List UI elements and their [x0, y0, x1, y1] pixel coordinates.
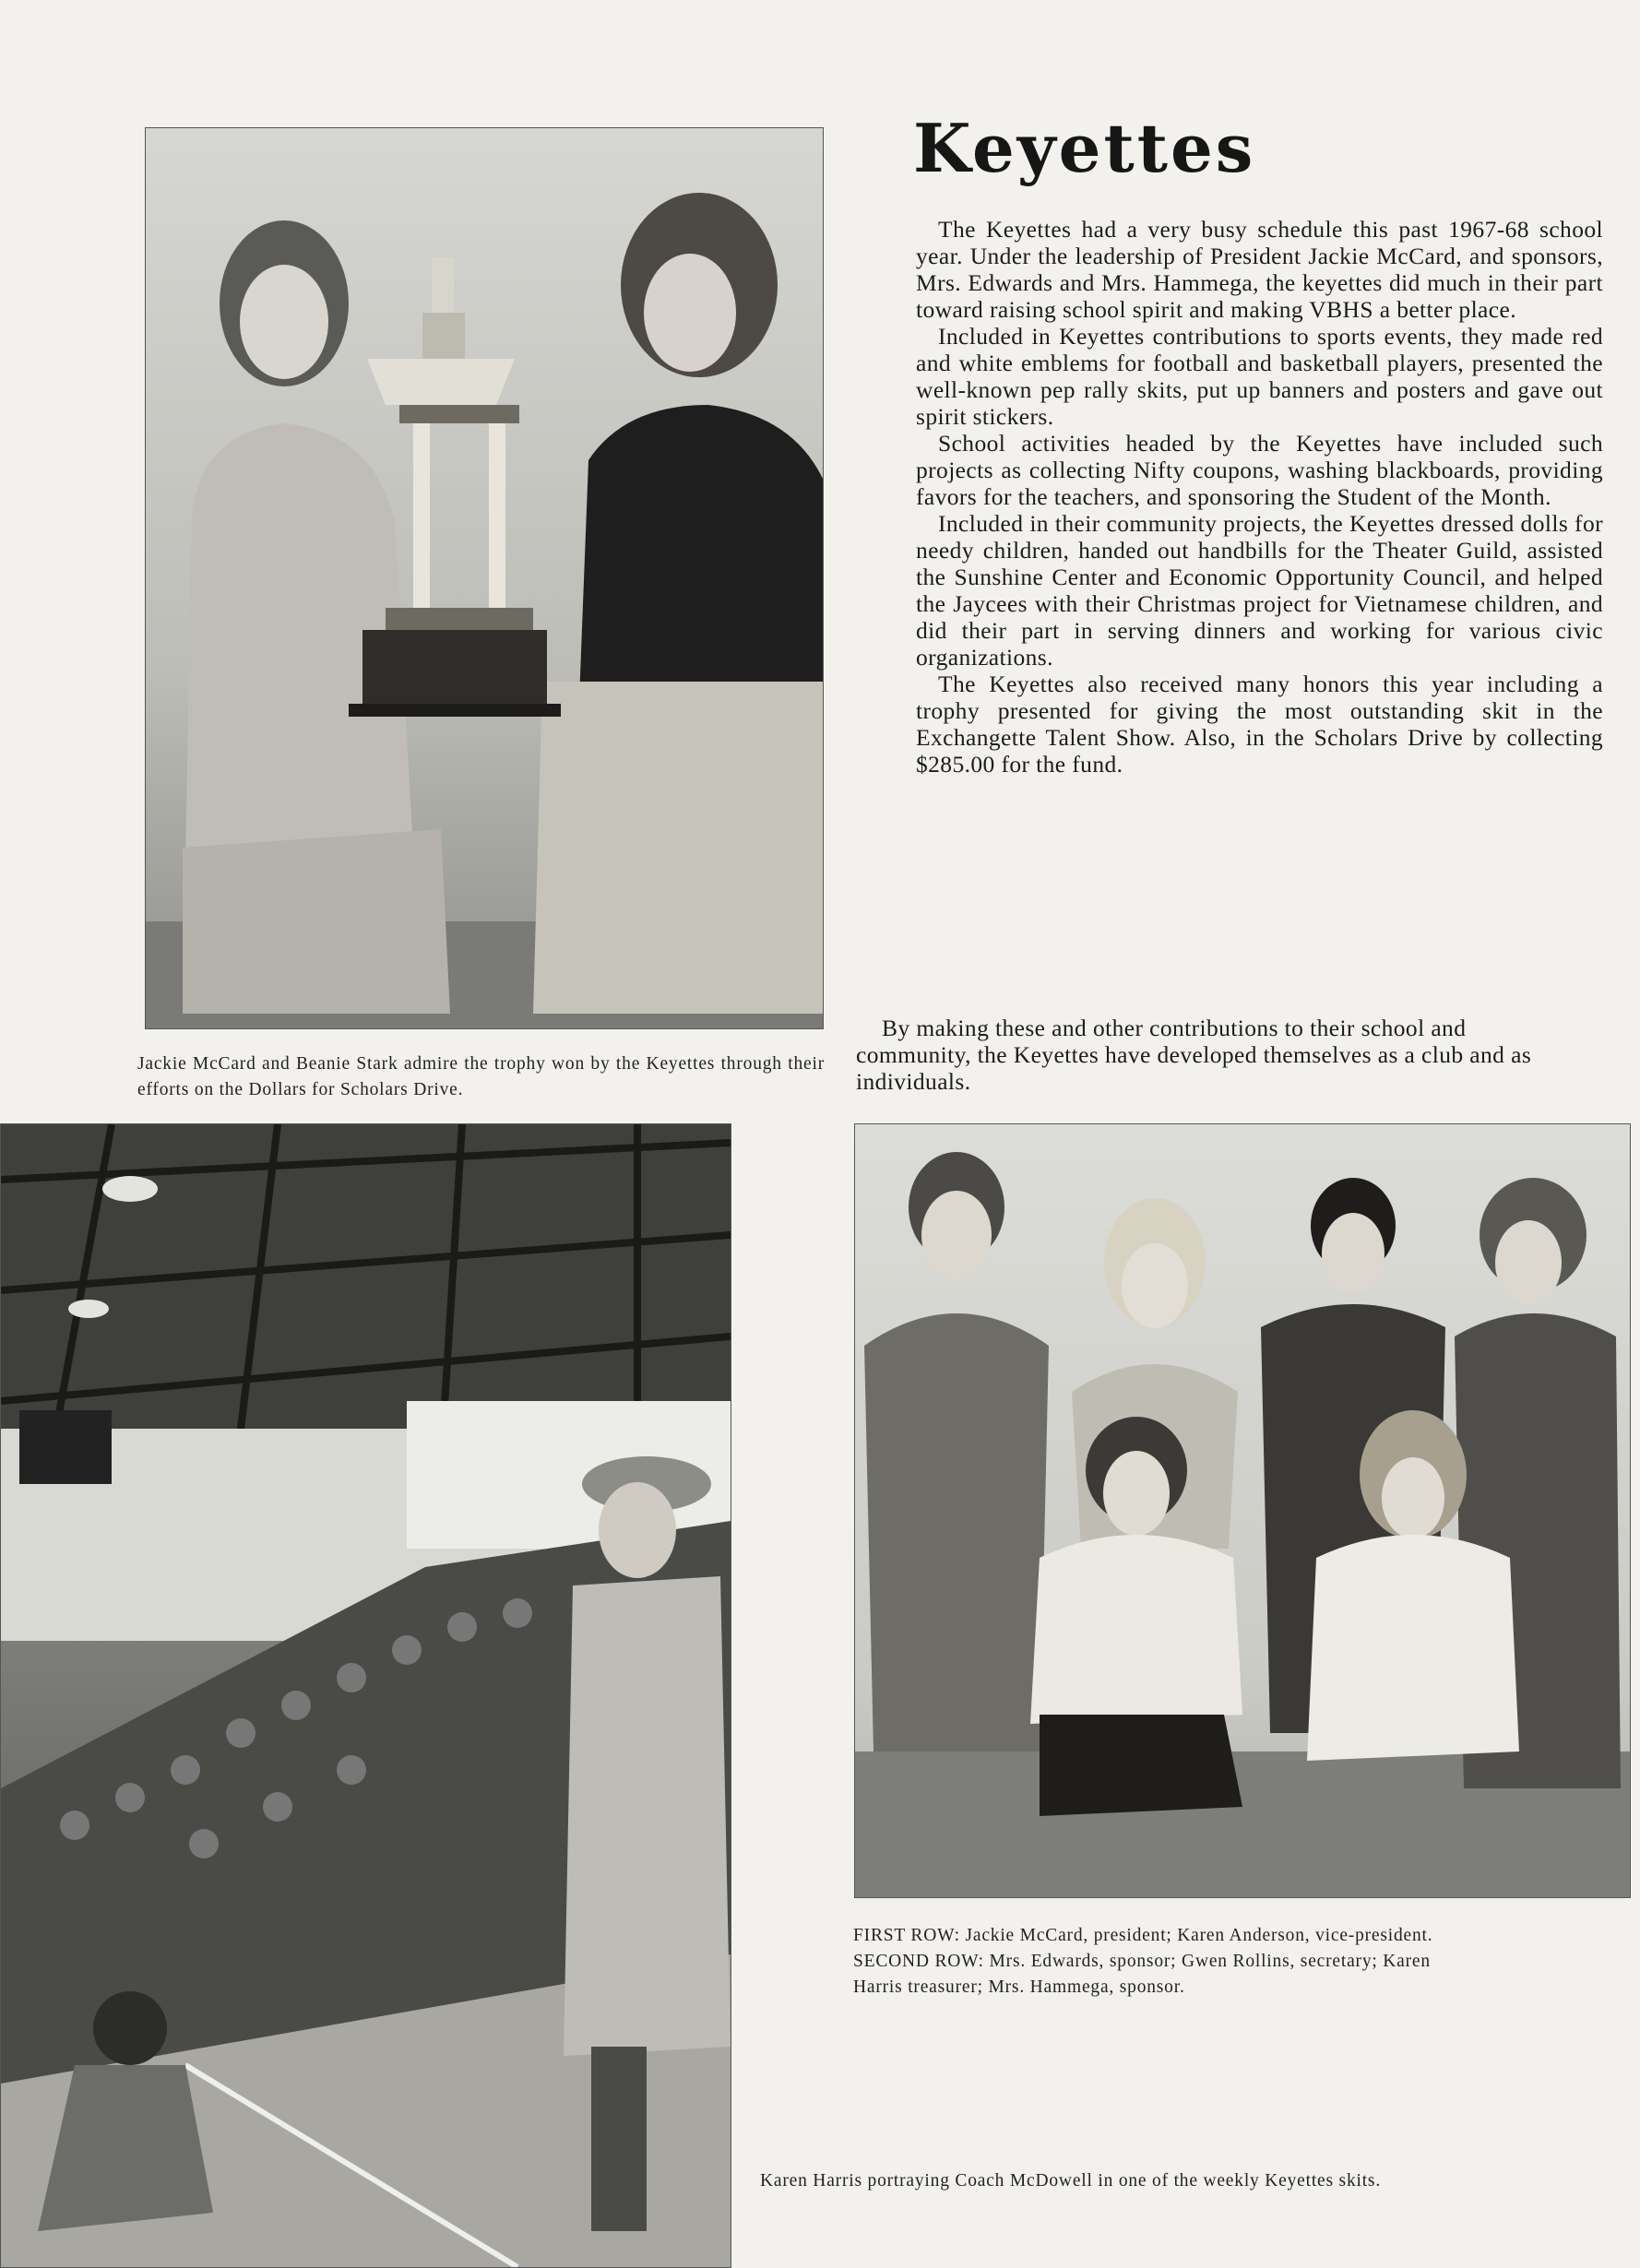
article-closing — [856, 1015, 1557, 1095]
article-paragraph: School activities headed by the Keyettes have included such projects as collecting Nifty coupons, washing blackboards, providing favors for the teachers, and sponsoring the Student of the Month. — [916, 430, 1603, 510]
group-caption-line: FIRST ROW: Jackie McCard, president; Karen Anderson, vice-president. — [853, 1926, 1433, 1945]
article-body — [916, 216, 1603, 778]
gym-caption: Karen Harris portraying Coach McDowell in one of the weekly Keyettes skits. — [760, 2171, 1381, 2191]
group-photo — [854, 1123, 1631, 1898]
page-title: Keyettes — [913, 109, 1256, 187]
gym-photo — [0, 1123, 731, 2268]
trophy-caption: Jackie McCard and Beanie Stark admire the trophy won by the Keyettes through their efforts on the Dollars for Scholars Drive. — [137, 1054, 825, 1099]
article-paragraph: The Keyettes also received many honors this year including a trophy presented for giving the most outstanding skit in the Exchangette Talent Show. Also, in the Scholars Drive by collecting $285.00 for the fund. — [916, 671, 1603, 778]
group-caption-line: Harris treasurer; Mrs. Hammega, sponsor. — [853, 1977, 1185, 1997]
group-caption — [853, 1923, 1637, 2001]
trophy-photo — [145, 127, 824, 1029]
group-caption-line: SECOND ROW: Mrs. Edwards, sponsor; Gwen Rollins, secretary; Karen — [853, 1952, 1431, 1971]
article-paragraph: The Keyettes had a very busy schedule this past 1967-68 school year. Under the leadership of President Jackie McCard, and sponsors, Mrs. Edwards and Mrs. Hammega, the keyettes did much in their part toward raising school spirit and making VBHS a better place. — [916, 216, 1603, 323]
closing-paragraph: By making these and other contributions to their school and community, the Keyettes have developed themselves as a club and as individuals. — [856, 1015, 1532, 1095]
article-paragraph: Included in Keyettes contributions to sports events, they made red and white emblems for football and basketball players, presented the well-known pep rally skits, put up banners and posters and gave out spirit stickers. — [916, 323, 1603, 430]
article-paragraph: Included in their community projects, the Keyettes dressed dolls for needy children, handed out handbills for the Theater Guild, assisted the Sunshine Center and Economic Opportunity Council, and helped the Jaycees with their Christmas project for Vietnamese children, and did their part in serving dinners and working for various civic organizations. — [916, 510, 1603, 671]
